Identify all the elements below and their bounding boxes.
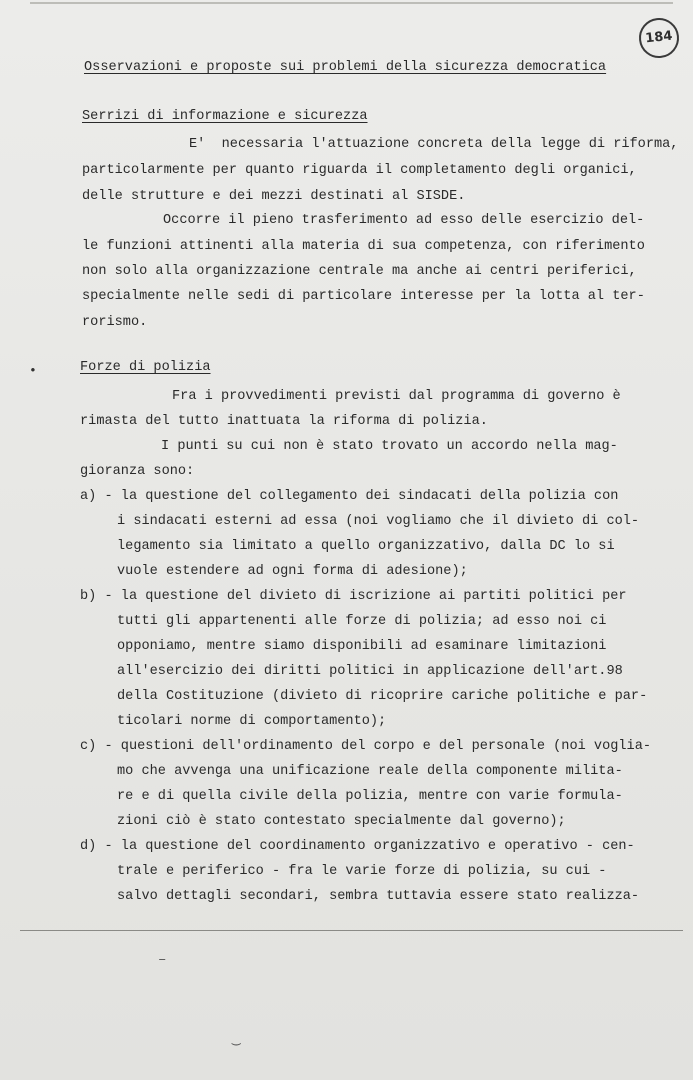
- text-line: ticolari norme di comportamento);: [117, 714, 387, 729]
- text-line: non solo alla organizzazione centrale ma anche ai centri periferici,: [82, 264, 637, 279]
- text-line: vuole estendere ad ogni forma di adesione);: [117, 564, 468, 579]
- text-line: mo che avvenga una unificazione reale della componente milita-: [117, 764, 623, 779]
- page-number-stamp: 184: [637, 16, 681, 60]
- text-line: specialmente nelle sedi di particolare interesse per la lotta al ter-: [82, 289, 645, 304]
- text-line: rimasta del tutto inattuata la riforma di polizia.: [80, 414, 488, 429]
- text-line: E' necessaria l'attuazione concreta della legge di riforma,: [189, 137, 679, 152]
- section-heading-polizia: Forze di polizia: [80, 360, 211, 375]
- text-line: tutti gli appartenenti alle forze di polizia; ad esso noi ci: [117, 614, 607, 629]
- top-edge-line: [30, 2, 673, 4]
- text-line: Fra i provvedimenti previsti dal programma di governo è: [172, 389, 621, 404]
- text-line: rorismo.: [82, 315, 148, 330]
- text-line: re e di quella civile della polizia, mentre con varie formula-: [117, 789, 623, 804]
- text-line: legamento sia limitato a quello organizzativo, dalla DC lo si: [117, 539, 615, 554]
- list-item-b: b) - la questione del divieto di iscrizione ai partiti politici per: [80, 589, 627, 604]
- text-line: trale e periferico - fra le varie forze di polizia, su cui -: [117, 864, 607, 879]
- text-line: all'esercizio dei diritti politici in applicazione dell'art.98: [117, 664, 623, 679]
- list-item-a: a) - la questione del collegamento dei sindacati della polizia con: [80, 489, 619, 504]
- section-heading-servizi: Serrizi di informazione e sicurezza: [82, 109, 368, 124]
- text-line: opponiamo, mentre siamo disponibili ad esaminare limitazioni: [117, 639, 607, 654]
- text-line: gioranza sono:: [80, 464, 195, 479]
- text-line: delle strutture e dei mezzi destinati al SISDE.: [82, 189, 466, 204]
- scan-mark: ‿: [232, 1031, 241, 1047]
- document-title: Osservazioni e proposte sui problemi della sicurezza democratica: [84, 60, 607, 75]
- list-item-c: c) - questioni dell'ordinamento del corpo e del personale (noi voglia-: [80, 739, 652, 754]
- list-item-d: d) - la questione del coordinamento organizzativo e operativo - cen-: [80, 839, 635, 854]
- bottom-rule: [20, 930, 683, 931]
- text-line: Occorre il pieno trasferimento ad esso delle esercizio del-: [163, 213, 645, 228]
- text-line: particolarmente per quanto riguarda il completamento degli organici,: [82, 163, 637, 178]
- text-line: le funzioni attinenti alla materia di sua competenza, con riferimento: [82, 239, 645, 254]
- margin-bullet: •: [29, 363, 37, 378]
- text-line: I punti su cui non è stato trovato un accordo nella mag-: [161, 439, 618, 454]
- text-line: i sindacati esterni ad essa (noi vogliamo che il divieto di col-: [117, 514, 640, 529]
- text-line: della Costituzione (divieto di ricoprire cariche politiche e par-: [117, 689, 648, 704]
- scan-mark: –: [158, 952, 167, 968]
- text-line: zioni ciò è stato contestato specialmente dal governo);: [117, 814, 566, 829]
- text-line: salvo dettagli secondari, sembra tuttavia essere stato realizza-: [117, 889, 640, 904]
